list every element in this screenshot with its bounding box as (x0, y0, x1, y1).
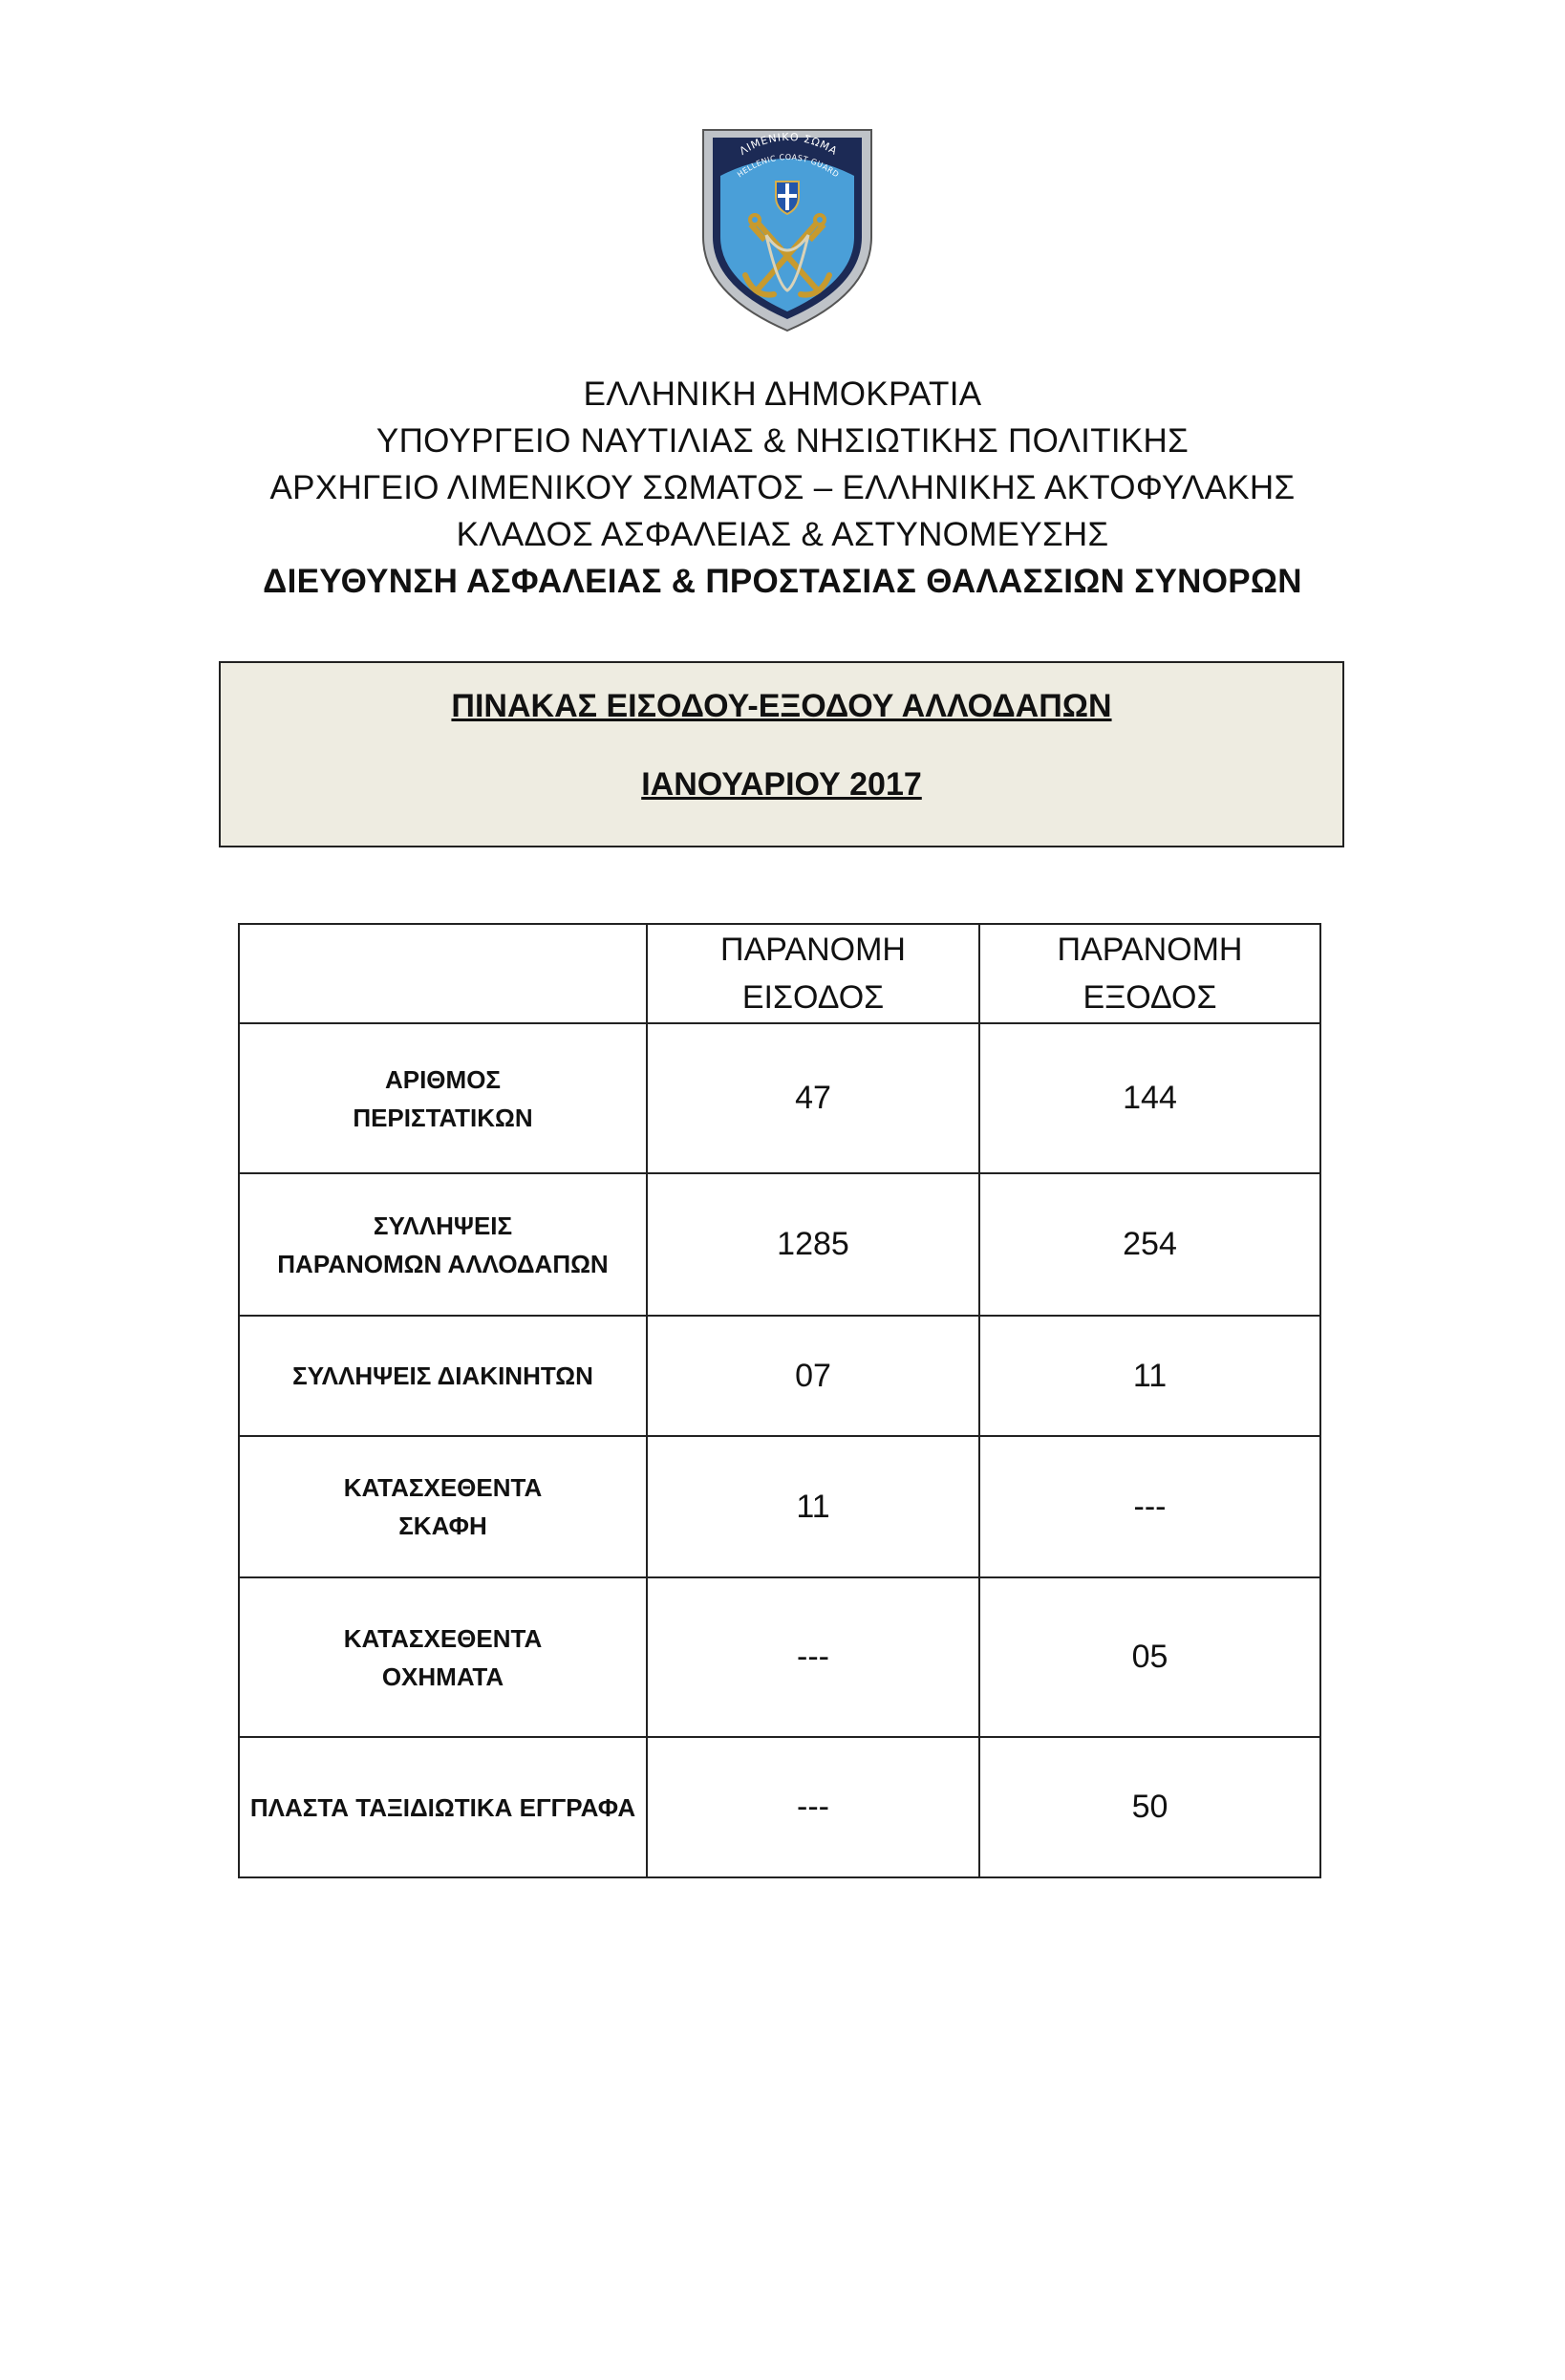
row-label-line1: ΠΛΑΣΤΑ ΤΑΞΙΔΙΩΤΙΚΑ ΕΓΓΡΑΦΑ (249, 1792, 636, 1822)
row-label-line1: ΚΑΤΑΣΧΕΘΕΝΤΑ (343, 1473, 543, 1502)
table-header-row (239, 924, 1320, 1023)
row-label (239, 1737, 647, 1877)
row-label-line1: ΑΡΙΘΜΟΣ (384, 1064, 502, 1094)
shield-icon (692, 122, 883, 334)
header-illegal-exit-line1: ΠΑΡΑΝΟΜΗ (1057, 932, 1243, 968)
entry-value: 47 (647, 1023, 979, 1173)
row-label-line2: ΟΧΗΜΑΤΑ (381, 1662, 504, 1691)
row-label-line2: ΣΚΑΦΗ (398, 1512, 487, 1540)
header-block (0, 371, 1565, 605)
header-illegal-exit (979, 924, 1320, 1023)
table-title: ΠΙΝΑΚΑΣ ΕΙΣΟΔΟΥ-ΕΞΟΔΟΥ ΑΛΛΟΔΑΠΩΝ (451, 688, 1112, 724)
row-label-line1: ΚΑΤΑΣΧΕΘΕΝΤΑ (343, 1623, 543, 1653)
header-headquarters: ΑΡΧΗΓΕΙΟ ΛΙΜΕΝΙΚΟΥ ΣΩΜΑΤΟΣ – ΕΛΛΗΝΙΚΗΣ ΑΚΤΟΦΥΛΑΚΗΣ (269, 469, 1296, 506)
row-label (239, 1577, 647, 1737)
header-branch: ΚΛΑΔΟΣ ΑΣΦΑΛΕΙΑΣ & ΑΣΤΥΝΟΜΕΥΣΗΣ (456, 516, 1109, 553)
header-directorate: ΔΙΕΥΘΥΝΣΗ ΑΣΦΑΛΕΙΑΣ & ΠΡΟΣΤΑΣΙΑΣ ΘΑΛΑΣΣΙΩΝ ΣΥΝΟΡΩΝ (263, 563, 1302, 600)
entry-value: --- (647, 1577, 979, 1737)
svg-text:ΛΙΜΕΝΙΚΟ ΣΩΜΑ: ΛΙΜΕΝΙΚΟ ΣΩΜΑ (737, 130, 841, 159)
row-label (239, 1023, 647, 1173)
table-row (239, 1023, 1320, 1173)
header-illegal-entry-line1: ΠΑΡΑΝΟΜΗ (720, 932, 906, 968)
exit-value: 254 (979, 1173, 1320, 1316)
table-row (239, 1316, 1320, 1436)
entry-value: 07 (647, 1316, 979, 1436)
table-period: ΙΑΝΟΥΑΡΙΟΥ 2017 (641, 766, 922, 803)
row-label (239, 1173, 647, 1316)
header-ministry: ΥΠΟΥΡΓΕΙΟ ΝΑΥΤΙΛΙΑΣ & ΝΗΣΙΩΤΙΚΗΣ ΠΟΛΙΤΙΚΗΣ (375, 422, 1190, 460)
table-row (239, 1173, 1320, 1316)
row-label-line2: ΠΕΡΙΣΤΑΤΙΚΩΝ (353, 1103, 533, 1132)
exit-value: 144 (979, 1023, 1320, 1173)
header-republic: ΕΛΛΗΝΙΚΗ ΔΗΜΟΚΡΑΤΙΑ (583, 375, 982, 413)
row-label-line1: ΣΥΛΛΗΨΕΙΣ ΔΙΑΚΙΝΗΤΩΝ (292, 1362, 593, 1390)
exit-value: 05 (979, 1577, 1320, 1737)
header-empty-cell (239, 924, 647, 1023)
coast-guard-emblem (692, 122, 883, 334)
entry-value: 11 (647, 1436, 979, 1577)
table-title-box (219, 661, 1344, 847)
entry-value: --- (647, 1737, 979, 1877)
svg-text:HELLENIC COAST GUARD: HELLENIC COAST GUARD (736, 152, 841, 180)
statistics-table (238, 923, 1321, 1878)
header-illegal-exit-line2: ΕΞΟΔΟΣ (1083, 979, 1217, 1016)
row-label (239, 1316, 647, 1436)
header-illegal-entry (647, 924, 979, 1023)
table-row (239, 1577, 1320, 1737)
row-label-line1: ΣΥΛΛΗΨΕΙΣ (373, 1211, 513, 1240)
header-illegal-entry-line2: ΕΙΣΟΔΟΣ (741, 979, 885, 1016)
exit-value: --- (979, 1436, 1320, 1577)
exit-value: 50 (979, 1737, 1320, 1877)
exit-value: 11 (979, 1316, 1320, 1436)
row-label (239, 1436, 647, 1577)
entry-value: 1285 (647, 1173, 979, 1316)
row-label-line2: ΠΑΡΑΝΟΜΩΝ ΑΛΛΟΔΑΠΩΝ (277, 1249, 609, 1278)
table-row (239, 1436, 1320, 1577)
table-row (239, 1737, 1320, 1877)
